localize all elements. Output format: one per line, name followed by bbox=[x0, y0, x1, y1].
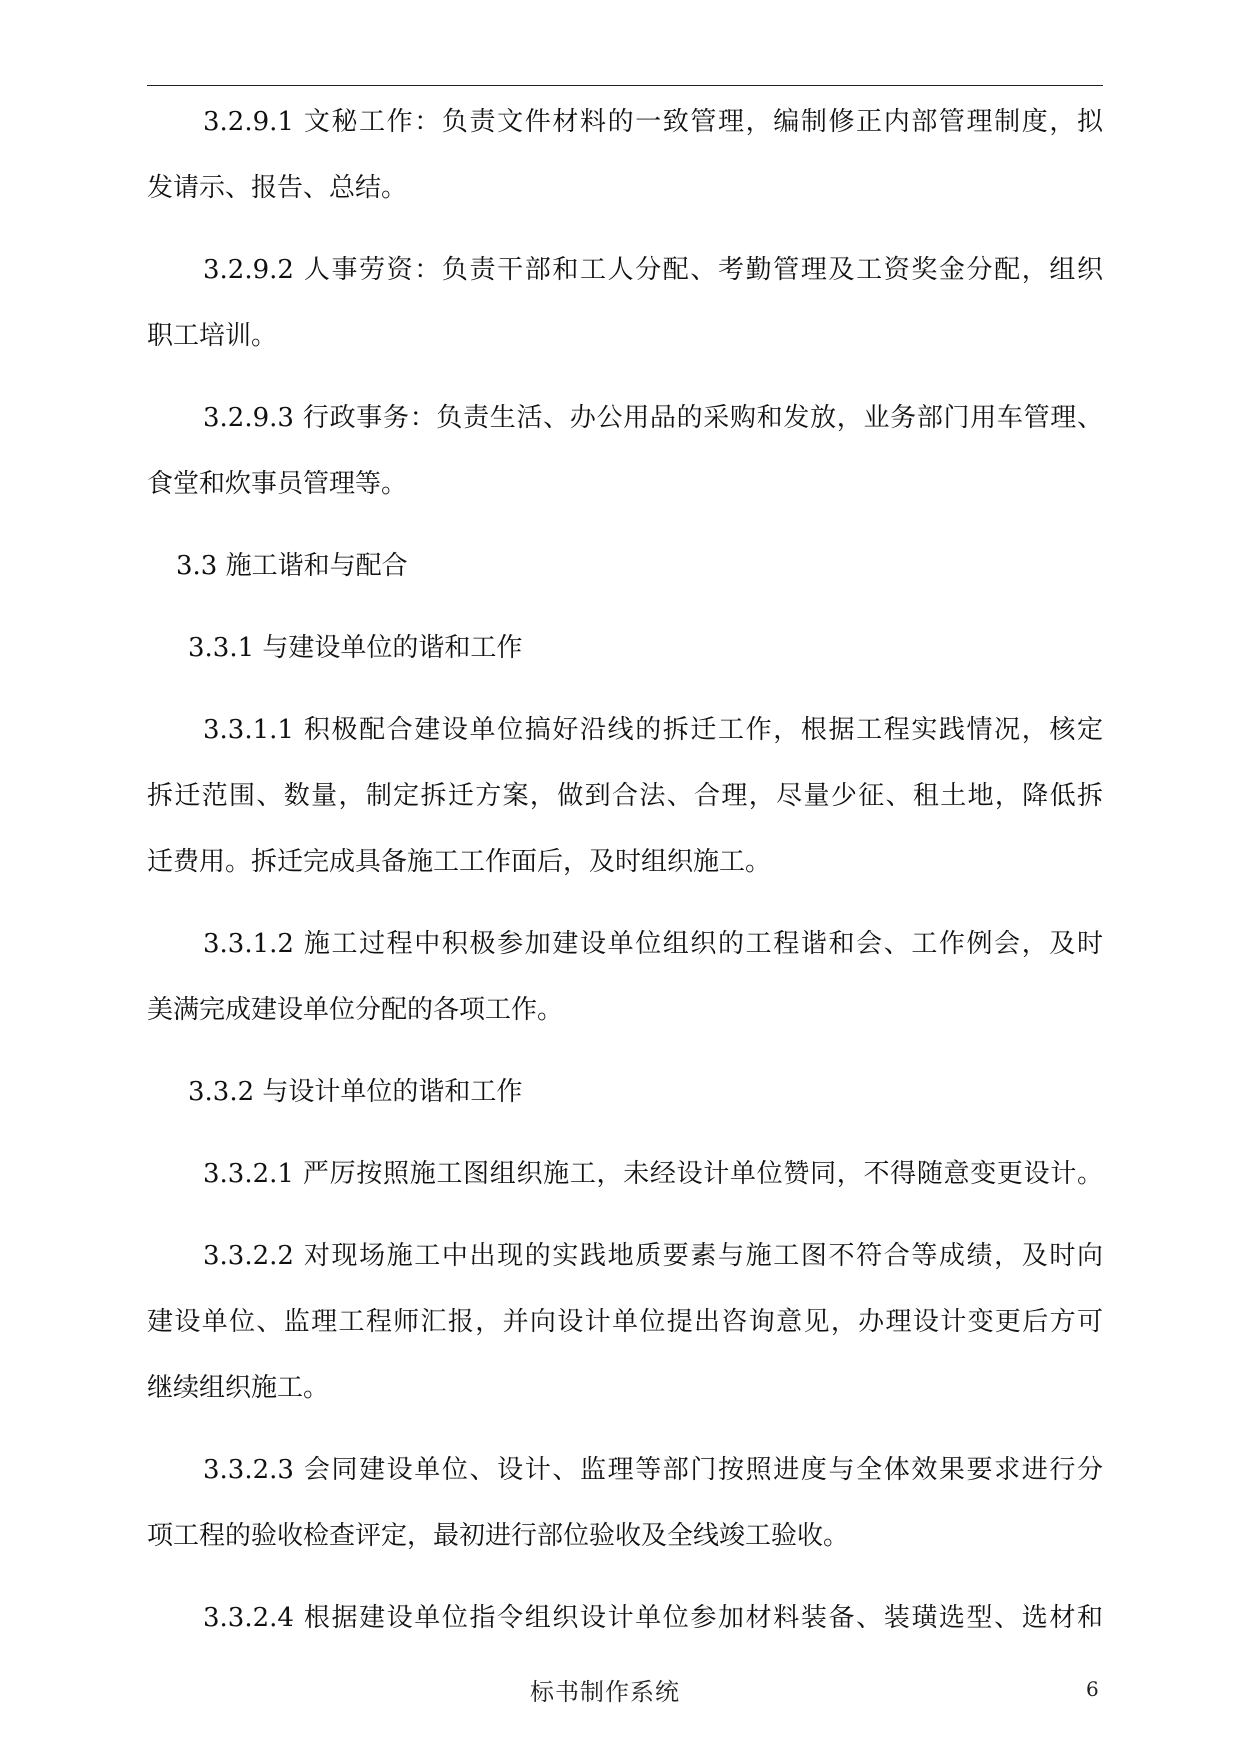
paragraph-3-2-9-3 bbox=[147, 385, 1103, 517]
paragraph-3-2-9-2 bbox=[147, 237, 1103, 369]
paragraph-line: 3.2.9.1 文秘工作：负责文件材料的一致管理，编制修正内部管理制度，拟 bbox=[203, 107, 1103, 137]
paragraph-line: 迁费用。拆迁完成具备施工工作面后，及时组织施工。 bbox=[147, 847, 772, 877]
section-heading-3-3: 3.3 施工谐和与配合 bbox=[176, 551, 408, 581]
section-heading-3-3-2: 3.3.2 与设计单位的谐和工作 bbox=[188, 1077, 523, 1107]
page-number: 6 bbox=[1086, 1677, 1099, 1701]
paragraph-line: 拆迁范围、数量，制定拆迁方案，做到合法、合理，尽量少征、租土地，降低拆 bbox=[147, 781, 1103, 811]
paragraph-line: 发请示、报告、总结。 bbox=[147, 173, 408, 203]
paragraph-3-2-9-1 bbox=[147, 89, 1103, 221]
paragraph-line: 3.2.9.2 人事劳资：负责干部和工人分配、考勤管理及工资奖金分配，组织 bbox=[203, 255, 1103, 285]
paragraph-line: 美满完成建设单位分配的各项工作。 bbox=[147, 995, 564, 1025]
paragraph-line: 3.3.2.2 对现场施工中出现的实践地质要素与施工图不符合等成绩，及时向 bbox=[203, 1241, 1103, 1271]
paragraph-3-3-1-1 bbox=[147, 697, 1103, 895]
paragraph-line: 3.2.9.3 行政事务：负责生活、办公用品的采购和发放，业务部门用车管理、 bbox=[203, 403, 1103, 433]
paragraph-line: 食堂和炊事员管理等。 bbox=[147, 469, 408, 499]
document-body bbox=[147, 89, 1103, 1667]
paragraph-3-3-2-3 bbox=[147, 1437, 1103, 1569]
paragraph-line: 继续组织施工。 bbox=[147, 1373, 330, 1403]
paragraph-line: 3.3.2.1 严厉按照施工图组织施工，未经设计单位赞同，不得随意变更设计。 bbox=[203, 1159, 1103, 1189]
paragraph-line: 职工培训。 bbox=[147, 321, 278, 351]
paragraph-line: 项工程的验收检查评定，最初进行部位验收及全线竣工验收。 bbox=[147, 1521, 850, 1551]
paragraph-line: 3.3.2.4 根据建设单位指令组织设计单位参加材料装备、装璜选型、选材和 bbox=[203, 1603, 1103, 1633]
paragraph-3-3-1-2 bbox=[147, 911, 1103, 1043]
paragraph-line: 3.3.1.2 施工过程中积极参加建设单位组织的工程谐和会、工作例会，及时 bbox=[203, 929, 1103, 959]
paragraph-line: 建设单位、监理工程师汇报，并向设计单位提出咨询意见，办理设计变更后方可 bbox=[147, 1307, 1103, 1337]
paragraph-3-3-2-1 bbox=[147, 1141, 1103, 1207]
paragraph-3-3-2-2 bbox=[147, 1223, 1103, 1421]
paragraph-line: 3.3.1.1 积极配合建设单位搞好沿线的拆迁工作，根据工程实践情况，核定 bbox=[203, 715, 1103, 745]
header-rule bbox=[147, 85, 1103, 86]
section-heading-3-3-1: 3.3.1 与建设单位的谐和工作 bbox=[188, 633, 523, 663]
footer-title: 标书制作系统 bbox=[530, 1678, 680, 1706]
paragraph-line: 3.3.2.3 会同建设单位、设计、监理等部门按照进度与全体效果要求进行分 bbox=[203, 1455, 1103, 1485]
paragraph-3-3-2-4 bbox=[147, 1585, 1103, 1651]
